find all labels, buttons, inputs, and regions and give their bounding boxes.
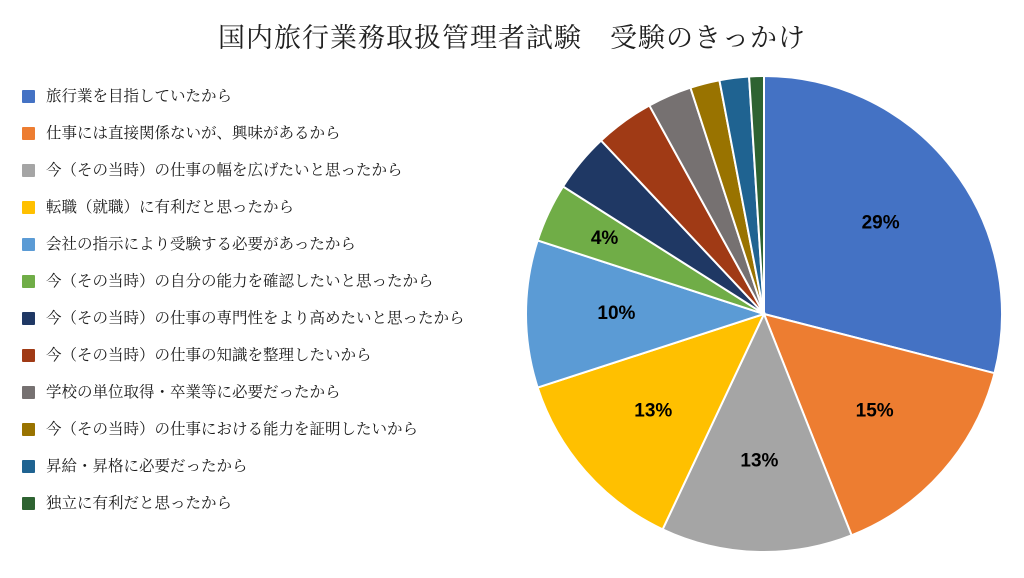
legend-swatch-icon (22, 164, 35, 177)
chart-title: 国内旅行業務取扱管理者試験 受験のきっかけ (218, 23, 806, 53)
legend-label: 今（その当時）の仕事の専門性をより高めたいと思ったから (46, 309, 465, 327)
legend-label: 今（その当時）の自分の能力を確認したいと思ったから (46, 272, 434, 290)
pie-slice-label: 29% (861, 212, 900, 234)
legend-label: 学校の単位取得・卒業等に必要だったから (46, 383, 341, 401)
legend-swatch-icon (22, 423, 35, 436)
legend-label: 旅行業を目指していたから (46, 87, 233, 105)
legend-item (22, 78, 522, 115)
legend-label: 今（その当時）の仕事における能力を証明したいから (46, 420, 419, 438)
legend-swatch-icon (22, 497, 35, 510)
pie-slice-label: 13% (634, 400, 673, 422)
pie-slice-label: 15% (855, 400, 894, 422)
legend-label: 会社の指示により受験する必要があったから (46, 235, 356, 253)
legend-swatch-icon (22, 201, 35, 214)
pie-plot-area (524, 74, 1004, 554)
legend-item (22, 448, 522, 485)
pie-slice-label: 10% (597, 303, 636, 325)
pie-slice-label: 4% (590, 228, 619, 250)
legend-item (22, 152, 522, 189)
legend-swatch-icon (22, 349, 35, 362)
pie-slice-label: 13% (740, 450, 779, 472)
legend-item (22, 337, 522, 374)
legend-label: 仕事には直接関係ないが、興味があるから (46, 124, 341, 142)
pie-svg (524, 74, 1004, 554)
legend-item (22, 226, 522, 263)
legend-label: 昇給・昇格に必要だったから (46, 457, 248, 475)
chart-legend (22, 78, 522, 522)
legend-swatch-icon (22, 275, 35, 288)
legend-label: 独立に有利だと思ったから (46, 494, 233, 512)
legend-swatch-icon (22, 238, 35, 251)
legend-swatch-icon (22, 90, 35, 103)
legend-item (22, 115, 522, 152)
legend-label: 今（その当時）の仕事の知識を整理したいから (46, 346, 372, 364)
legend-swatch-icon (22, 460, 35, 473)
legend-label: 今（その当時）の仕事の幅を広げたいと思ったから (46, 161, 403, 179)
legend-swatch-icon (22, 312, 35, 325)
legend-item (22, 411, 522, 448)
legend-swatch-icon (22, 127, 35, 140)
legend-item (22, 189, 522, 226)
legend-item (22, 300, 522, 337)
legend-swatch-icon (22, 386, 35, 399)
legend-item (22, 263, 522, 300)
legend-label: 転職（就職）に有利だと思ったから (46, 198, 295, 216)
legend-item (22, 485, 522, 522)
legend-item (22, 374, 522, 411)
